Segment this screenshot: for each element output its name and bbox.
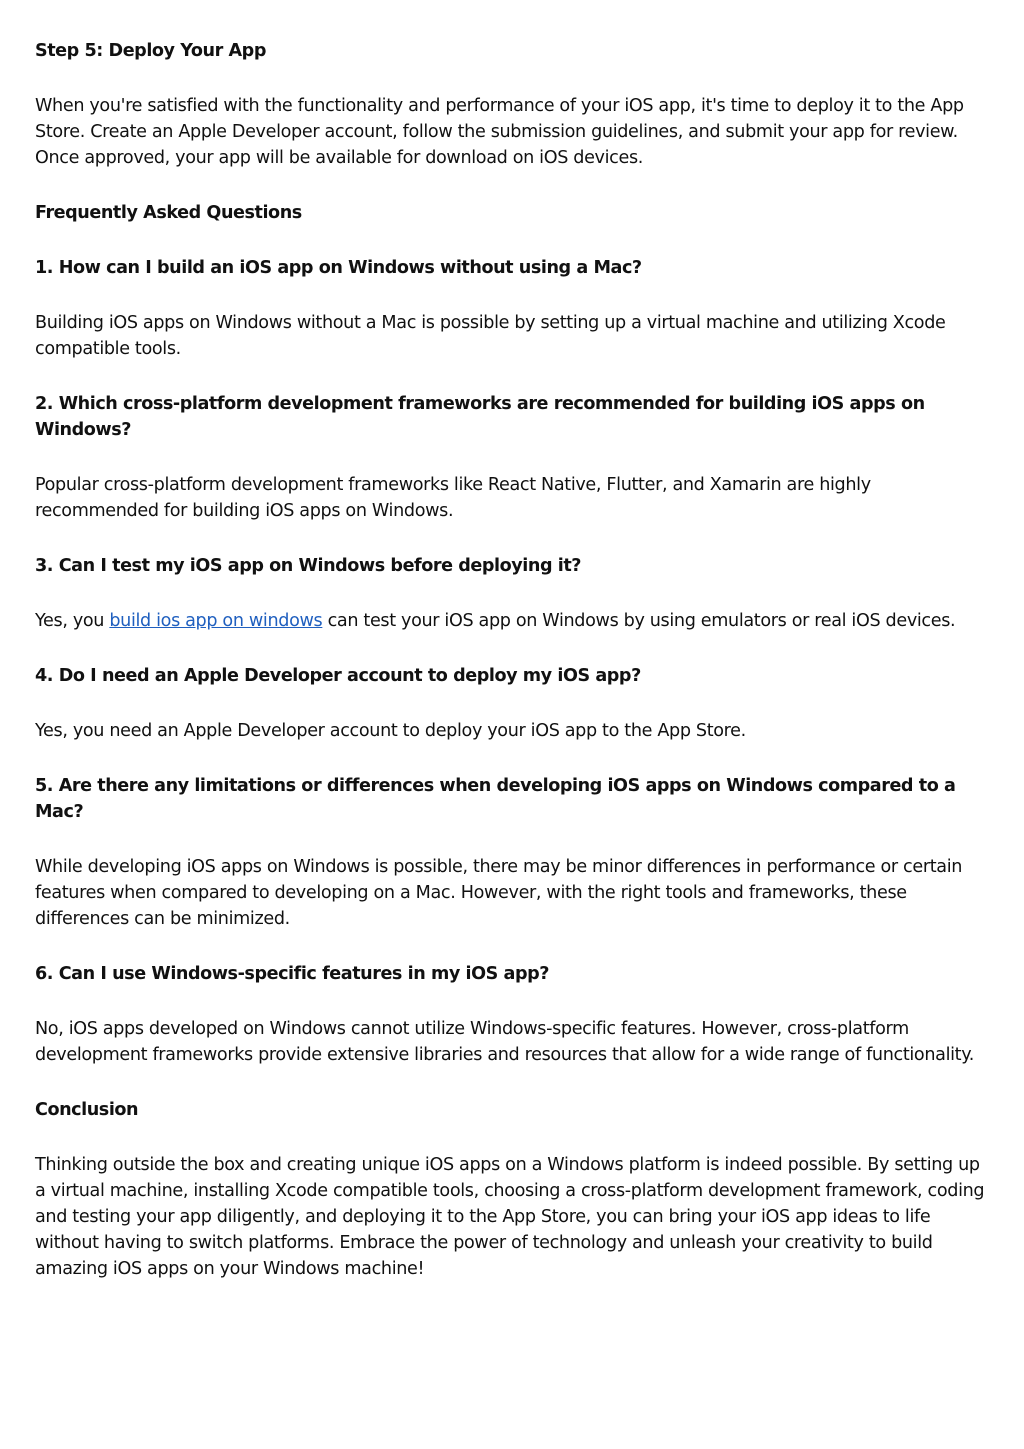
faq-question-1: 1. How can I build an iOS app on Windows without using a Mac? xyxy=(35,258,642,278)
faq-answer-5: While developing iOS apps on Windows is possible, there may be minor differences in performance or certain features when compared to developing on a Mac. However, with the right tools and frameworks, these differences can be minimized. xyxy=(35,857,963,929)
faq-question-3: 3. Can I test my iOS app on Windows before deploying it? xyxy=(35,556,582,576)
faq-answer-4: Yes, you need an Apple Developer account to deploy your iOS app to the App Store. xyxy=(35,721,746,741)
faq-question-6: 6. Can I use Windows-specific features in my iOS app? xyxy=(35,964,549,984)
faq-answer-3-prefix: Yes, you xyxy=(35,611,110,631)
conclusion-body: Thinking outside the box and creating unique iOS apps on a Windows platform is indeed possible. By setting up a virtual machine, installing Xcode compatible tools, choosing a cross-platform development framework, coding and testing your app diligently, and deploying it to the App Store, you can bring your iOS app ideas to life without having to switch platforms. Embrace the power of technology and unleash your creativity to build amazing iOS apps on your Windows machine! xyxy=(35,1155,985,1279)
faq-question-4: 4. Do I need an Apple Developer account to deploy my iOS app? xyxy=(35,666,641,686)
document-page xyxy=(35,38,995,1311)
faq-answer-2: Popular cross-platform development frameworks like React Native, Flutter, and Xamarin are highly recommended for building iOS apps on Windows. xyxy=(35,475,871,521)
faq-answer-3 xyxy=(35,608,995,634)
faq-answer-1: Building iOS apps on Windows without a Mac is possible by setting up a virtual machine and utilizing Xcode compatible tools. xyxy=(35,313,946,359)
faq-answer-6: No, iOS apps developed on Windows cannot utilize Windows-specific features. However, cross-platform development frameworks provide extensive libraries and resources that allow for a wide range of functionality. xyxy=(35,1019,974,1065)
step5-body: When you're satisfied with the functionality and performance of your iOS app, it's time to deploy it to the App Store. Create an Apple Developer account, follow the submission guidelines, and submit your app for review. Once approved, your app will be available for download on iOS devices. xyxy=(35,96,964,168)
faq-heading: Frequently Asked Questions xyxy=(35,203,302,223)
faq-question-5: 5. Are there any limitations or differences when developing iOS apps on Windows compared to a Mac? xyxy=(35,776,956,822)
step5-heading: Step 5: Deploy Your App xyxy=(35,41,266,61)
conclusion-heading: Conclusion xyxy=(35,1100,139,1120)
faq-answer-3-suffix: can test your iOS app on Windows by using emulators or real iOS devices. xyxy=(322,611,956,631)
build-ios-app-link[interactable]: build ios app on windows xyxy=(109,611,323,631)
faq-question-2: 2. Which cross-platform development frameworks are recommended for building iOS apps on Windows? xyxy=(35,394,925,440)
